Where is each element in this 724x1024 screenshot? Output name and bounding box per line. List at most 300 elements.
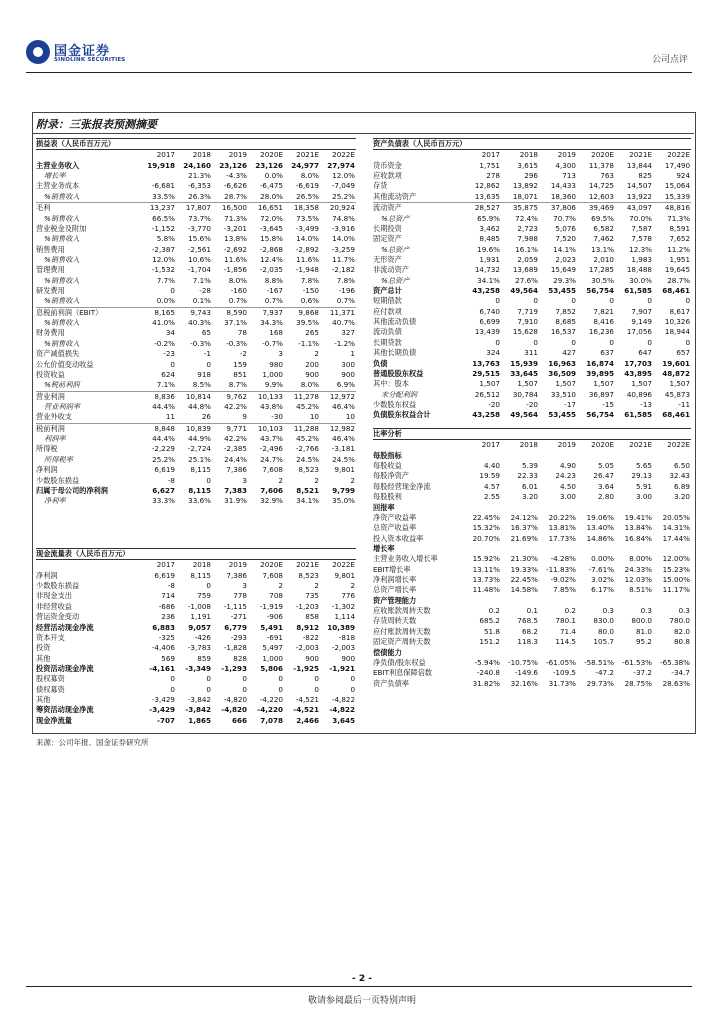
cell-value: 9,743 <box>176 307 212 318</box>
cell-value: 69.5% <box>591 213 614 223</box>
cell-value: 9.9% <box>264 380 283 390</box>
cell-value: 48,872 <box>662 368 691 378</box>
cell-value: -5.94% <box>474 657 500 667</box>
year-header: 2020E <box>260 560 283 570</box>
cell-value: 10 <box>309 412 319 422</box>
cell-value: 1,951 <box>669 254 691 264</box>
table-title: 现金流量表（人民币百万元） <box>36 549 356 560</box>
cell-value: 7,937 <box>248 307 284 318</box>
table-row <box>36 444 356 454</box>
cell-value: 1,000 <box>262 653 283 663</box>
cell-value: 0.2 <box>488 606 500 616</box>
disclaimer: 敬请参阅最后一页特别声明 <box>307 996 416 1006</box>
cell-value: 5.65 <box>635 461 652 471</box>
cell-value: 3.00 <box>635 492 652 502</box>
cell-value: 43.7% <box>260 434 283 444</box>
cell-value: -1,293 <box>221 663 247 673</box>
table-row <box>36 685 356 695</box>
cell-value: 28.0% <box>260 191 283 201</box>
cell-value: 2 <box>278 475 283 485</box>
row-label: %销售收入 <box>44 191 80 201</box>
cell-value: -167 <box>266 286 283 296</box>
year-header: 2018 <box>192 560 211 570</box>
table-row <box>36 465 356 475</box>
cell-value: 39,895 <box>586 368 614 378</box>
cell-value: 26.5% <box>296 191 319 201</box>
cell-value: 19,601 <box>662 358 691 368</box>
cell-value: 13,844 <box>626 160 652 170</box>
cell-value: 53,455 <box>548 410 576 420</box>
cell-value <box>463 596 501 606</box>
cell-value: 9,762 <box>212 391 248 402</box>
cell-value: -3,181 <box>331 444 355 454</box>
cell-value: 29.3% <box>553 275 576 285</box>
cell-value: 46.4% <box>332 401 355 411</box>
cell-value: 8,590 <box>212 307 248 318</box>
cell-value: -10.75% <box>508 657 538 667</box>
appendix-title: 附录：三张报表预测摘要 <box>36 118 157 131</box>
cell-value: -1,008 <box>187 601 211 611</box>
table-row <box>36 412 356 423</box>
cell-value: 8.0% <box>300 380 319 390</box>
cell-value: 713 <box>562 171 576 181</box>
cell-value: 5,076 <box>555 223 576 233</box>
cell-value: 27,974 <box>327 160 355 170</box>
source-note: 来源：公司年报、国金证券研究所 <box>36 738 149 747</box>
cell-value: 6,582 <box>593 223 614 233</box>
row-label: 每股股利 <box>373 492 402 502</box>
cell-value: -3,429 <box>149 705 175 715</box>
cell-value: 21.69% <box>510 533 538 543</box>
cell-value: 924 <box>676 171 691 181</box>
cell-value: 1,865 <box>188 715 211 725</box>
row-label: 销售费用 <box>36 244 65 254</box>
cell-value: 9,057 <box>188 622 211 632</box>
cell-value: 32.9% <box>260 496 283 506</box>
cell-value: -686 <box>158 601 175 611</box>
cell-value: -20 <box>526 399 538 409</box>
cell-value: 0.3 <box>602 606 614 616</box>
footer-divider <box>26 986 692 987</box>
cell-value: -0.7% <box>262 338 283 348</box>
cell-value: -8 <box>167 475 175 485</box>
cell-value: 49,564 <box>510 286 538 296</box>
table-row <box>373 245 691 255</box>
cell-value: 19,918 <box>147 160 175 170</box>
cell-value: 11.6% <box>224 254 247 264</box>
cell-value <box>615 451 653 461</box>
row-label: 财务费用 <box>36 328 65 338</box>
cell-value: -58.51% <box>584 657 614 667</box>
cell-value: 0 <box>571 296 576 306</box>
cell-value: 31.9% <box>224 496 247 506</box>
cell-value: 19.41% <box>624 512 652 522</box>
cell-value: 12.03% <box>624 575 652 585</box>
cell-value: 46.4% <box>332 434 355 444</box>
cell-value: 0.3 <box>640 606 652 616</box>
row-label: 利润率 <box>44 434 66 444</box>
table-row <box>36 423 356 434</box>
cell-value: 45.2% <box>296 401 319 411</box>
cell-value: 51.8 <box>483 626 500 636</box>
row-label: 固定资产周转天数 <box>373 637 431 647</box>
cell-value: 16.1% <box>515 244 538 254</box>
row-label: 每股指标 <box>373 450 402 460</box>
cell-value: -4.28% <box>550 554 576 564</box>
cell-value: -150 <box>302 286 319 296</box>
cell-value: 0.7% <box>264 296 283 306</box>
cell-value: 37,806 <box>539 203 577 214</box>
cell-value: 6,699 <box>479 317 500 327</box>
cell-value: 33,645 <box>510 368 538 378</box>
row-label: 净利润 <box>36 570 58 580</box>
table-row <box>373 606 691 616</box>
cell-value: 10,103 <box>248 423 284 434</box>
cell-value: -4,521 <box>295 695 319 705</box>
cell-value: 16,651 <box>248 203 284 214</box>
cell-value: 278 <box>486 171 500 181</box>
cell-value: 68.2 <box>521 626 538 636</box>
cell-value: 43.8% <box>260 401 283 411</box>
cell-value: 1,507 <box>517 379 538 389</box>
cell-value: 3 <box>242 581 247 591</box>
cell-value: 7,578 <box>631 234 652 244</box>
row-label: 未分配利润 <box>381 389 417 399</box>
row-label: 流动资产 <box>373 203 463 214</box>
cell-value: -47.2 <box>595 668 614 678</box>
cell-value: 9,771 <box>212 423 248 434</box>
cell-value: 685.2 <box>479 616 500 626</box>
cell-value: 2 <box>350 475 355 485</box>
cell-value: 11,378 <box>588 160 614 170</box>
cell-value <box>615 596 653 606</box>
table-row <box>373 648 691 658</box>
cell-value: 11.6% <box>296 254 319 264</box>
cell-value: 18,488 <box>626 265 652 275</box>
cell-value: 8.8% <box>264 275 283 285</box>
table-row <box>36 360 356 370</box>
cell-value: 265 <box>305 328 319 338</box>
row-label: 息税前利润（EBIT） <box>36 307 140 318</box>
cell-value: 2,023 <box>555 254 576 264</box>
cell-value: 7,383 <box>224 485 247 495</box>
cell-value: 14.0% <box>296 234 319 244</box>
cell-value: 1,507 <box>555 379 576 389</box>
table-row <box>373 585 691 595</box>
cell-value: 0 <box>685 296 691 306</box>
table-row <box>36 602 356 612</box>
row-label: 营业利润率 <box>44 401 80 411</box>
cell-value: 0 <box>206 674 211 684</box>
cell-value: 19.33% <box>510 564 538 574</box>
cell-value: -17 <box>564 399 576 409</box>
table-row <box>36 486 356 496</box>
cell-value: 15.8% <box>260 234 283 244</box>
cell-value <box>501 544 539 554</box>
cell-value: 7,587 <box>631 223 652 233</box>
year-header: 2019 <box>228 150 247 160</box>
cell-value: 14,507 <box>626 181 652 191</box>
brand-name-en: SINOLINK SECURITIES <box>54 57 126 63</box>
cell-value: 780.0 <box>669 616 690 626</box>
row-label: 增长率 <box>44 171 66 181</box>
cell-value: -61.53% <box>622 657 652 667</box>
cell-value: 34.1% <box>296 496 319 506</box>
cell-value: 0 <box>533 337 538 347</box>
cell-value: 16,537 <box>550 327 576 337</box>
cell-value: -1,302 <box>331 601 356 611</box>
cell-value: 7.8% <box>300 275 319 285</box>
cell-value: 33.3% <box>152 496 175 506</box>
cell-value: 0.0% <box>264 171 283 181</box>
cell-value: 13,635 <box>474 191 500 201</box>
table-row <box>36 612 356 622</box>
year-header: 2017 <box>481 440 500 450</box>
row-label: 非流动资产 <box>373 265 409 275</box>
cell-value: 15.32% <box>472 523 500 533</box>
balance-sheet-table <box>373 138 691 421</box>
table-row <box>36 581 356 591</box>
table-row <box>373 255 691 265</box>
row-label: %销售收入 <box>44 275 80 285</box>
document-type: 公司点评 <box>651 55 688 65</box>
cell-value: -28 <box>199 286 211 296</box>
cell-value: 8.0% <box>228 275 247 285</box>
cell-value: 8,485 <box>479 234 500 244</box>
table-row <box>373 596 691 606</box>
cell-value <box>653 503 691 513</box>
cell-value: -325 <box>158 632 175 642</box>
row-label: 净利率 <box>44 496 66 506</box>
row-label: 非现金支出 <box>36 591 72 601</box>
cell-value: 45.2% <box>296 434 319 444</box>
table-title: 资产负债表（人民币百万元） <box>373 139 691 150</box>
cell-value: 25.2% <box>332 191 355 201</box>
table-row <box>36 203 356 214</box>
cell-value: 13.11% <box>472 564 500 574</box>
cell-value: 17,056 <box>626 327 652 337</box>
cell-value: 12,603 <box>588 191 614 201</box>
table-row <box>373 161 691 171</box>
cell-value <box>615 503 653 513</box>
cell-value: 3,615 <box>517 160 538 170</box>
table-row <box>373 348 691 358</box>
cell-value: -149.6 <box>514 668 538 678</box>
table-row <box>36 339 356 349</box>
cell-value: 11,278 <box>284 391 320 402</box>
cell-value: 900 <box>341 369 355 379</box>
row-label: 其他流动资产 <box>373 191 417 201</box>
cell-value: 26.3% <box>188 191 211 201</box>
cell-value: 16.37% <box>510 523 538 533</box>
cell-value: 25.1% <box>188 454 211 464</box>
row-label: 非经营收益 <box>36 601 72 611</box>
cell-value: 17.44% <box>662 533 690 543</box>
cell-value: -0.3% <box>226 338 247 348</box>
year-header: 2020E <box>591 150 614 160</box>
cell-value: 6.01 <box>521 481 538 491</box>
cell-value: 12.00% <box>662 554 690 564</box>
cell-value: -20 <box>488 399 500 409</box>
row-label: 每股经营现金净流 <box>373 481 431 491</box>
cell-value: 2 <box>314 581 319 591</box>
year-header: 2017 <box>156 560 175 570</box>
cell-value: 74.8% <box>332 213 355 223</box>
cell-value: 5,806 <box>260 663 283 673</box>
cell-value: 25.2% <box>152 454 175 464</box>
cell-value: -1,919 <box>259 601 283 611</box>
cell-value: 7,910 <box>517 317 538 327</box>
row-label: 债权募资 <box>36 684 65 694</box>
cell-value: 8,523 <box>298 570 319 580</box>
cell-value: 17,490 <box>664 160 691 170</box>
cell-value: 29.13 <box>631 471 652 481</box>
cell-value: 900 <box>305 653 319 663</box>
cell-value: 858 <box>305 612 319 622</box>
cell-value: 34.3% <box>260 318 283 328</box>
cell-value: 3.02% <box>591 575 614 585</box>
row-label: %总资产 <box>381 213 410 223</box>
row-label: 存货周转天数 <box>373 616 417 626</box>
row-label: 应收账款周转天数 <box>373 606 431 616</box>
cell-value: -3,259 <box>331 244 355 254</box>
row-label: 无形资产 <box>373 254 402 264</box>
cell-value: 1,507 <box>593 379 614 389</box>
cell-value: 17.73% <box>548 533 576 543</box>
year-header: 2020E <box>591 440 614 450</box>
cell-value: 7,852 <box>555 306 576 316</box>
cell-value: 37.1% <box>224 318 247 328</box>
cell-value <box>539 503 577 513</box>
row-label: 资产减值损失 <box>36 349 80 359</box>
cell-value: 13.73% <box>472 575 500 585</box>
year-header: 2019 <box>557 440 576 450</box>
cell-value: -3,499 <box>295 223 319 233</box>
table-row <box>36 674 356 684</box>
cell-value: 768.5 <box>517 616 538 626</box>
year-header: 2022E <box>667 440 690 450</box>
cell-value: 8,115 <box>188 485 211 495</box>
page-header <box>0 0 724 80</box>
table-row <box>36 296 356 307</box>
row-label: 资产管理能力 <box>373 595 417 605</box>
cell-value: 34 <box>165 328 175 338</box>
cell-value: 18,071 <box>512 191 538 201</box>
cell-value: 776 <box>341 591 356 601</box>
cell-value: -3,201 <box>223 223 247 233</box>
table-row <box>36 224 356 234</box>
table-row <box>373 390 691 400</box>
row-label: 其他 <box>36 653 51 663</box>
cell-value: 7.1% <box>156 380 175 390</box>
cell-value <box>463 503 501 513</box>
table-row <box>36 623 356 633</box>
cell-value: 28.75% <box>624 678 652 688</box>
cell-value: -4,521 <box>293 705 319 715</box>
cell-value: 61,585 <box>624 286 652 296</box>
row-label: 投资活动现金净流 <box>36 663 94 673</box>
row-label: 存货 <box>373 181 388 191</box>
cell-value: -9.02% <box>550 575 576 585</box>
cell-value: 327 <box>341 328 355 338</box>
row-label: 应付账款周转天数 <box>373 626 431 636</box>
cell-value: 735 <box>305 591 319 601</box>
row-label: %销售收入 <box>44 338 80 348</box>
cell-value: 14.1% <box>553 244 576 254</box>
cell-value: 8,165 <box>140 307 176 318</box>
cell-value: -160 <box>230 286 247 296</box>
income-statement-table <box>36 138 356 507</box>
cell-value: 624 <box>161 369 175 379</box>
cell-value: 1,983 <box>631 254 652 264</box>
cell-value: 80.8 <box>673 637 690 647</box>
cell-value <box>615 544 653 554</box>
cell-value: -3,783 <box>187 643 211 653</box>
cell-value: 763 <box>600 171 614 181</box>
cell-value: 8,523 <box>298 465 319 475</box>
cell-value: 324 <box>486 348 500 358</box>
cell-value: 778 <box>233 591 247 601</box>
cell-value: 6,740 <box>479 306 500 316</box>
cell-value: 11.7% <box>332 254 355 264</box>
cell-value: 82.0 <box>673 626 690 636</box>
cell-value: 40.3% <box>188 318 211 328</box>
cell-value: 151.2 <box>479 637 500 647</box>
cell-value: 6,627 <box>152 485 175 495</box>
row-label: 毛利 <box>36 203 140 214</box>
cell-value <box>539 451 577 461</box>
table-title: 比率分析 <box>373 429 691 440</box>
cell-value: 0 <box>647 296 652 306</box>
cell-value: 3,462 <box>479 223 500 233</box>
row-label: 长期投资 <box>373 223 402 233</box>
cell-value: 48,816 <box>653 203 691 214</box>
cell-value: 159 <box>233 359 247 369</box>
cell-value: 2.80 <box>597 492 614 502</box>
cell-value <box>539 544 577 554</box>
cell-value: 4,300 <box>555 160 576 170</box>
cell-value: 20,924 <box>320 203 356 214</box>
cell-value: 2 <box>278 581 283 591</box>
cell-value: 7,608 <box>262 465 283 475</box>
cell-value: -4,220 <box>257 705 283 715</box>
cell-value: 71.4 <box>559 626 576 636</box>
cell-value: 19,645 <box>664 265 691 275</box>
cell-value: 6,619 <box>154 465 175 475</box>
year-header: 2021E <box>629 440 652 450</box>
row-label: 管理费用 <box>36 265 65 275</box>
cell-value: 6.17% <box>591 585 614 595</box>
row-label: 货币资金 <box>373 160 402 170</box>
cell-value: -11.83% <box>546 564 576 574</box>
cell-value: 296 <box>524 171 538 181</box>
cell-value: 33,510 <box>550 389 576 399</box>
row-label: 长期贷款 <box>373 337 402 347</box>
row-label: 总资产增长率 <box>373 585 417 595</box>
table-row <box>36 434 356 444</box>
cell-value: -1 <box>203 349 211 359</box>
cell-value: 7,652 <box>669 234 691 244</box>
cell-value: 7,462 <box>593 234 614 244</box>
cell-value <box>501 451 539 461</box>
cell-value: 41.0% <box>152 318 175 328</box>
cell-value: -4.3% <box>226 171 247 181</box>
year-header: 2021E <box>296 560 319 570</box>
cell-value: 236 <box>161 612 175 622</box>
row-label: 固定资产 <box>373 234 402 244</box>
cell-value: -2,766 <box>295 444 319 454</box>
cell-value: 26 <box>201 412 211 422</box>
